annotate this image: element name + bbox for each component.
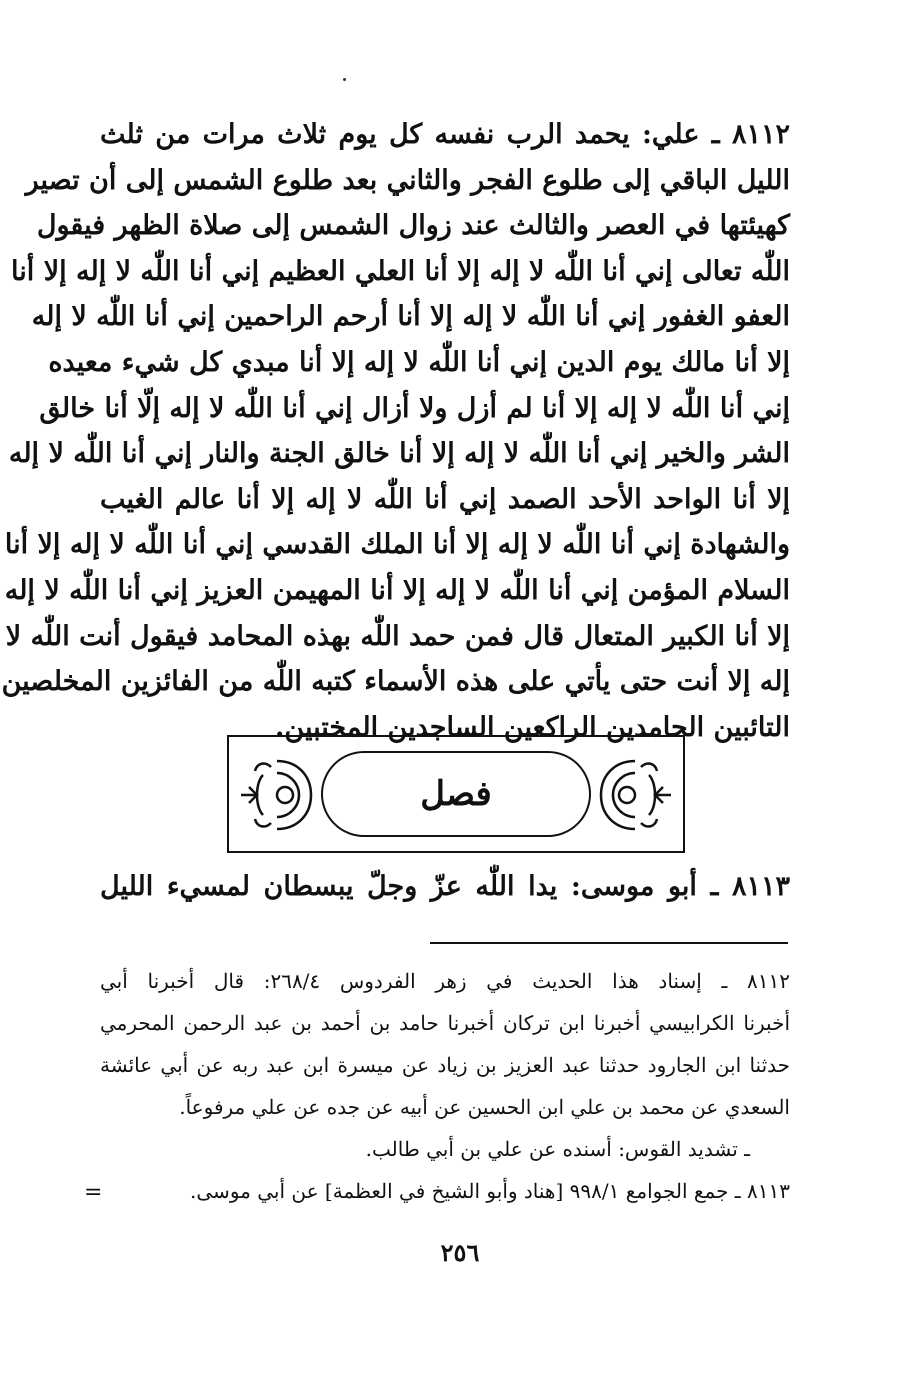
text-line: إلا أنا الواحد الأحد الصمد إني أنا اللّٰه لا إله إلا أنا عالم الغيب	[100, 483, 790, 515]
footnote-line: السعدي عن محمد بن علي ابن الحسين عن أبيه عن جده عن علي مرفوعاً.	[179, 1095, 790, 1119]
footnote-separator	[430, 942, 788, 944]
hadith-8112-text	[1, 112, 790, 750]
text-line: السلام المؤمن إني أنا اللّٰه لا إله إلا أنا المهيمن العزيز إني أنا اللّٰه لا إله	[4, 574, 790, 606]
footnotes	[100, 960, 790, 1212]
text-line: إلا أنا الكبير المتعال قال فمن حمد اللّٰه بهذه المحامد فيقول أنت اللّٰه لا	[5, 620, 790, 652]
text-line: والشهادة إني أنا اللّٰه لا إله إلا أنا الملك القدسي إني أنا اللّٰه لا إله إلا أنا	[4, 529, 790, 561]
text-line: كهيئتها في العصر والثالث عند زوال الشمس إلى صلاة الظهر فيقول	[36, 210, 790, 242]
text-line: التائبين الحامدين الراكعين الساجدين المختبين.	[275, 711, 790, 743]
section-heading-frame	[227, 735, 685, 853]
footnote-line: ٨١١٢ ـ إسناد هذا الحديث في زهر الفردوس ٢٦٨/٤: قال أخبرنا أبي	[100, 969, 790, 993]
text-line: الليل الباقي إلى طلوع الفجر والثاني بعد طلوع الشمس إلى أن تصير	[25, 164, 790, 196]
text-line: اللّٰه تعالى إني أنا اللّٰه لا إله إلا أنا العلي العظيم إني أنا اللّٰه لا إله إلا أنا	[11, 255, 790, 287]
text-line: إله إلا أنت حتى يأتي على هذه الأسماء كتبه اللّٰه من الفائزين المخلصين	[1, 666, 790, 698]
page-number: ٢٥٦	[440, 1238, 480, 1267]
page-speck	[343, 78, 346, 81]
arabesque-ornament-icon	[593, 753, 677, 837]
footnote-line: أخبرنا الكرابيسي أخبرنا ابن تركان أخبرنا حامد بن أحمد بن عبد الرحمن المحرمي	[100, 1011, 790, 1035]
footnote-line: ـ تشديد القوس: أسنده عن علي بن أبي طالب.	[365, 1137, 750, 1161]
section-title: فصل	[420, 774, 492, 814]
hadith-8113-first-line: ٨١١٣ ـ أبو موسى: يدا اللّٰه عزّ وجلّ يبسطان لمسيء الليل	[100, 871, 790, 902]
continuation-mark: =	[84, 1180, 103, 1205]
text-line: إني أنا اللّٰه لا إله إلا أنا لم أزل ولا أزال إني أنا اللّٰه لا إله إلّا أنا خالق	[39, 392, 790, 424]
text-line: إلا أنا مالك يوم الدين إني أنا اللّٰه لا إله إلا أنا مبدي كل شيء معيده	[48, 346, 790, 378]
footnote-line: حدثنا ابن الجارود حدثنا عبد العزيز بن زياد عن ميسرة ابن عبد ربه عن أبي عائشة	[100, 1053, 790, 1077]
footnote-line: ٨١١٣ ـ جمع الجوامع ٩٩٨/١ [هناد وأبو الشيخ في العظمة] عن أبي موسى.	[190, 1179, 790, 1203]
text-line: ٨١١٢ ـ علي: يحمد الرب نفسه كل يوم ثلاث مرات من ثلث	[100, 119, 790, 150]
text-line: الشر والخير إني أنا اللّٰه لا إله إلا أنا خالق الجنة والنار إني أنا اللّٰه لا إله	[8, 438, 790, 470]
text-line: العفو الغفور إني أنا اللّٰه لا إله إلا أنا أرحم الراحمين إني أنا اللّٰه لا إله	[31, 301, 790, 333]
arabesque-ornament-icon	[235, 753, 319, 837]
section-heading-cartouche	[321, 751, 591, 837]
